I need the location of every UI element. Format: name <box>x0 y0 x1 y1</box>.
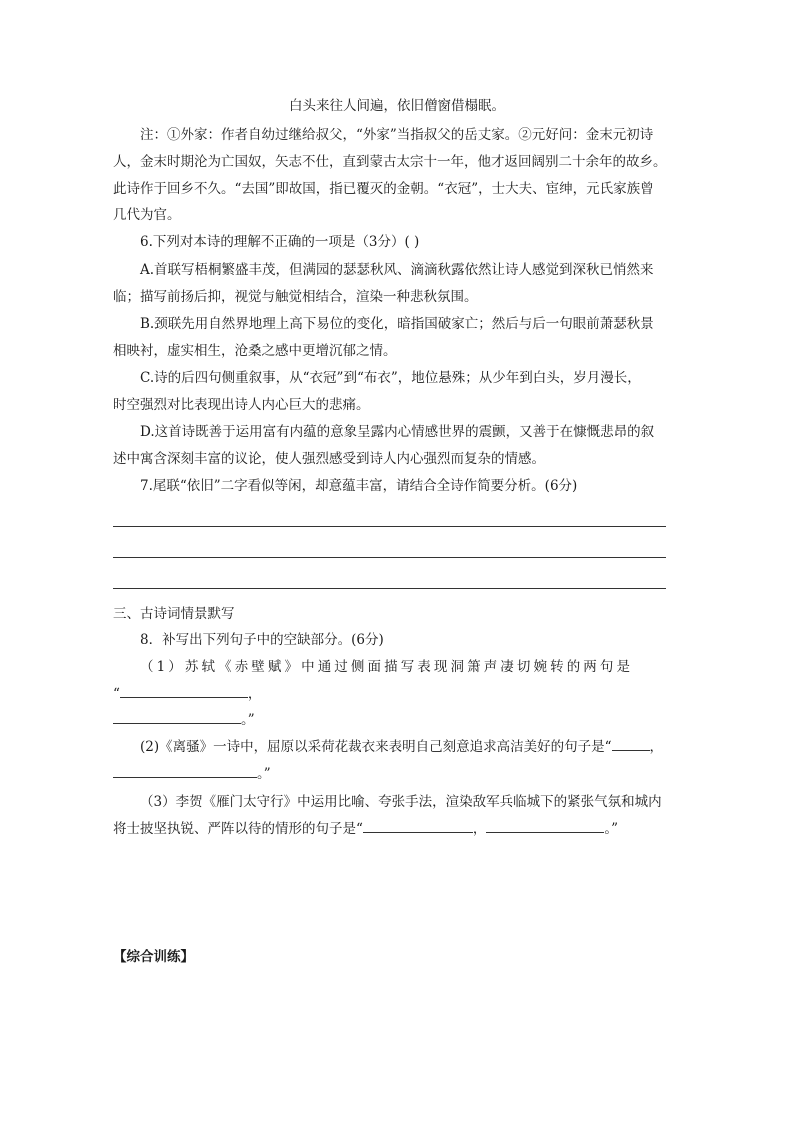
answer-line-1[interactable] <box>113 526 666 527</box>
q8-sub1-line-1: （1）苏轼《赤壁赋》中通过侧面描写表现洞箫声凄切婉转的两句是 <box>140 659 634 675</box>
fill-blank-1[interactable] <box>120 685 248 698</box>
q8-sub3-line-2 <box>113 819 618 839</box>
q8-sub2-line-2 <box>113 764 271 784</box>
q8-sub3-line-1: （3）李贺《雁门太守行》中运用比喻、夸张手法，渲染敌军兵临城下的紧张气氛和城内 <box>140 794 662 810</box>
q8-sub1-line-3 <box>113 710 255 730</box>
q7-stem: 7.尾联“依旧”二字看似等闲，却意蕴丰富，请结合全诗作简要分析。(6分) <box>140 478 578 494</box>
poem-line: 白头来往人间遍，依旧僧窗借榻眠。 <box>289 98 505 114</box>
note-line-2: 人，金末时期沦为亡国奴，矢志不仕，直到蒙古太宗十一年，他才返回阔别二十余年的故乡。 <box>113 154 667 170</box>
close-quote: 。” <box>241 712 255 728</box>
q6-option-b-line-1: B.颈联先用自然界地理上高下易位的变化，暗指国破家亡；然后与后一句眼前萧瑟秋景 <box>140 316 654 332</box>
q6-option-c-line-1: C.诗的后四句侧重叙事，从“衣冠”到“布衣”，地位悬殊；从少年到白头，岁月漫长， <box>140 370 641 386</box>
comprehensive-training-heading: 【综合训练】 <box>113 949 194 965</box>
fill-blank-3[interactable] <box>612 738 650 751</box>
q8-stem: 8．补写出下列句子中的空缺部分。(6分) <box>140 632 384 648</box>
fill-blank-4[interactable] <box>113 765 257 778</box>
q8-sub2-text: (2)《离骚》一诗中，屈原以采荷花裁衣来表明自己刻意追求高洁美好的句子是“ <box>140 739 612 755</box>
q6-option-a-line-1: A.首联写梧桐繁盛丰茂，但满园的瑟瑟秋风、滴滴秋露依然让诗人感觉到深秋已悄然来 <box>140 262 654 278</box>
section-heading: 三、古诗词情景默写 <box>113 606 235 622</box>
comma: ， <box>247 686 262 702</box>
q8-sub3-text: 将士披坚执锐、严阵以待的情形的句子是“ <box>113 821 363 837</box>
answer-line-2[interactable] <box>113 557 666 558</box>
fill-blank-6[interactable] <box>486 820 604 833</box>
close-quote: 。” <box>604 821 619 837</box>
q6-option-c-line-2: 时空强烈对比表现出诗人内心巨大的悲痛。 <box>113 397 370 413</box>
close-quote: 。” <box>257 766 271 782</box>
q6-option-d-line-2: 述中寓含深刻丰富的议论，使人强烈感受到诗人内心强烈而复杂的情感。 <box>113 451 545 467</box>
note-line-1: 注：①外家：作者自幼过继给叔父，“外家”当指叔父的岳丈家。②元好问：金末元初诗 <box>140 127 654 143</box>
comma: ， <box>649 739 664 755</box>
note-line-4: 几代为官。 <box>113 207 181 223</box>
note-line-3: 此诗作于回乡不久。“去国”即故国，指已覆灭的金朝。“衣冠”，士大夫、宦绅，元氏家族曾 <box>113 181 654 197</box>
comma: ， <box>472 821 487 837</box>
fill-blank-5[interactable] <box>363 820 473 833</box>
q6-option-a-line-2: 临；描写前扬后抑，视觉与触觉相结合，渲染一种悲秋氛围。 <box>113 289 478 305</box>
q6-option-b-line-2: 相映衬，虚实相生，沧桑之感中更增沉郁之情。 <box>113 343 397 359</box>
q8-sub2-line-1 <box>140 737 663 757</box>
fill-blank-2[interactable] <box>113 711 241 724</box>
q6-stem: 6.下列对本诗的理解不正确的一项是（3分）( ) <box>140 234 420 250</box>
q6-option-d-line-1: D.这首诗既善于运用富有内蕴的意象呈露内心情感世界的震颤，又善于在慷慨悲昂的叙 <box>140 424 655 440</box>
open-quote: “ <box>113 686 120 702</box>
q8-sub1-line-2 <box>113 684 261 704</box>
answer-line-3[interactable] <box>113 588 666 589</box>
